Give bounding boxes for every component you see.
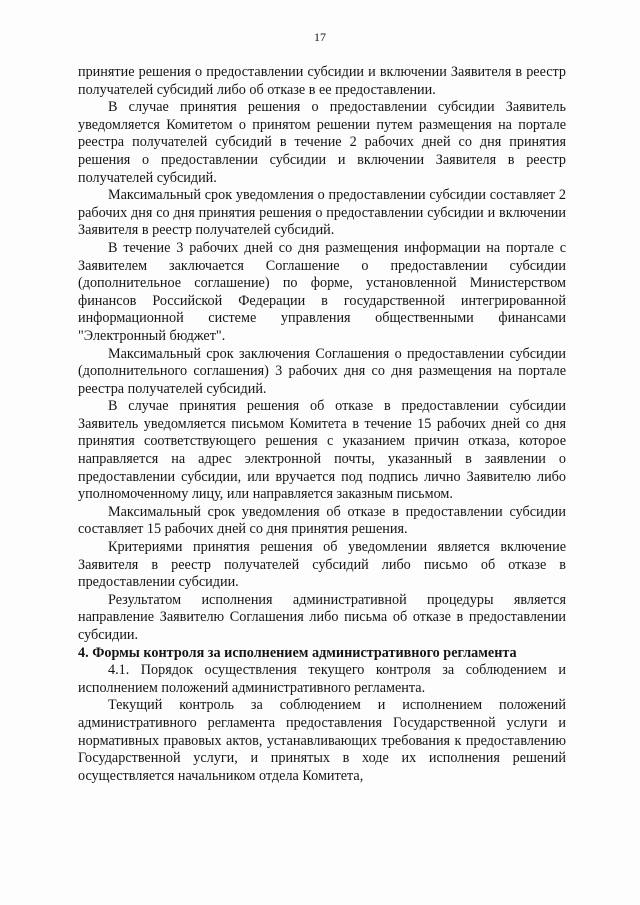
document-body (78, 64, 566, 785)
paragraph: Максимальный срок заключения Соглашения о предоставлении субсидии (дополнительного соглашения) 3 рабочих дня со дня размещения на портале реестра получателей субсидий. (78, 345, 566, 397)
paragraph: 4.1. Порядок осуществления текущего контроля за соблюдением и исполнением положений административного регламента. (78, 662, 566, 696)
paragraph: Критериями принятия решения об уведомлении является включение Заявителя в реестр получателей субсидий либо письмо об отказе в предоставлении субсидии. (78, 539, 566, 591)
paragraphs-after-heading (78, 662, 566, 785)
paragraph: В случае принятия решения о предоставлении субсидии Заявитель уведомляется Комитетом о принятом решении путем размещения на портале реестра получателей субсидий в течение 2 рабочих дней со дня принятия решения о предоставлении субсидии и включении Заявителя в реестр получателей субсидий. (78, 99, 566, 186)
section-heading: 4. Формы контроля за исполнением административного регламента (78, 644, 517, 661)
paragraph: Максимальный срок уведомления об отказе в предоставлении субсидии составляет 15 рабочих дней со дня принятия решения. (78, 503, 566, 538)
paragraph: принятие решения о предоставлении субсидии и включении Заявителя в реестр получателей субсидий либо об отказе в ее предоставлении. (78, 64, 566, 98)
paragraph: Текущий контроль за соблюдением и исполнением положений административного регламента предоставления Государственной услуги и нормативных правовых актов, устанавливающих требования к предоставлению Государственной услуги, и принятых в ходе их исполнения решений осуществляется начальником отдела Комитета, (78, 697, 566, 784)
paragraph: Результатом исполнения административной процедуры является направление Заявителю Соглашения либо письма об отказе в предоставлении субсидии. (78, 591, 566, 643)
paragraph: Максимальный срок уведомления о предоставлении субсидии составляет 2 рабочих дня со дня принятия решения о предоставлении субсидии и включении Заявителя в реестр получателей субсидий. (78, 187, 566, 239)
paragraph: В случае принятия решения об отказе в предоставлении субсидии Заявитель уведомляется письмом Комитета в течение 15 рабочих дней со дня принятия соответствующего решения с указанием причин отказа, которое направляется на адрес электронной почты, указанный в заявлении о предоставлении субсидии, или вручается под подпись лично Заявителю либо уполномоченному лицу, или направляется заказным письмом. (78, 398, 566, 503)
paragraph: В течение 3 рабочих дней со дня размещения информации на портале с Заявителем заключается Соглашение о предоставлении субсидии (дополнительное соглашение) по форме, установленной Министерством финансов Российской Федерации в государственной интегрированной информационной системе управления общественными финансами "Электронный бюджет". (78, 239, 566, 344)
page-number: 17 (314, 30, 326, 44)
paragraphs-before-heading (78, 64, 566, 645)
